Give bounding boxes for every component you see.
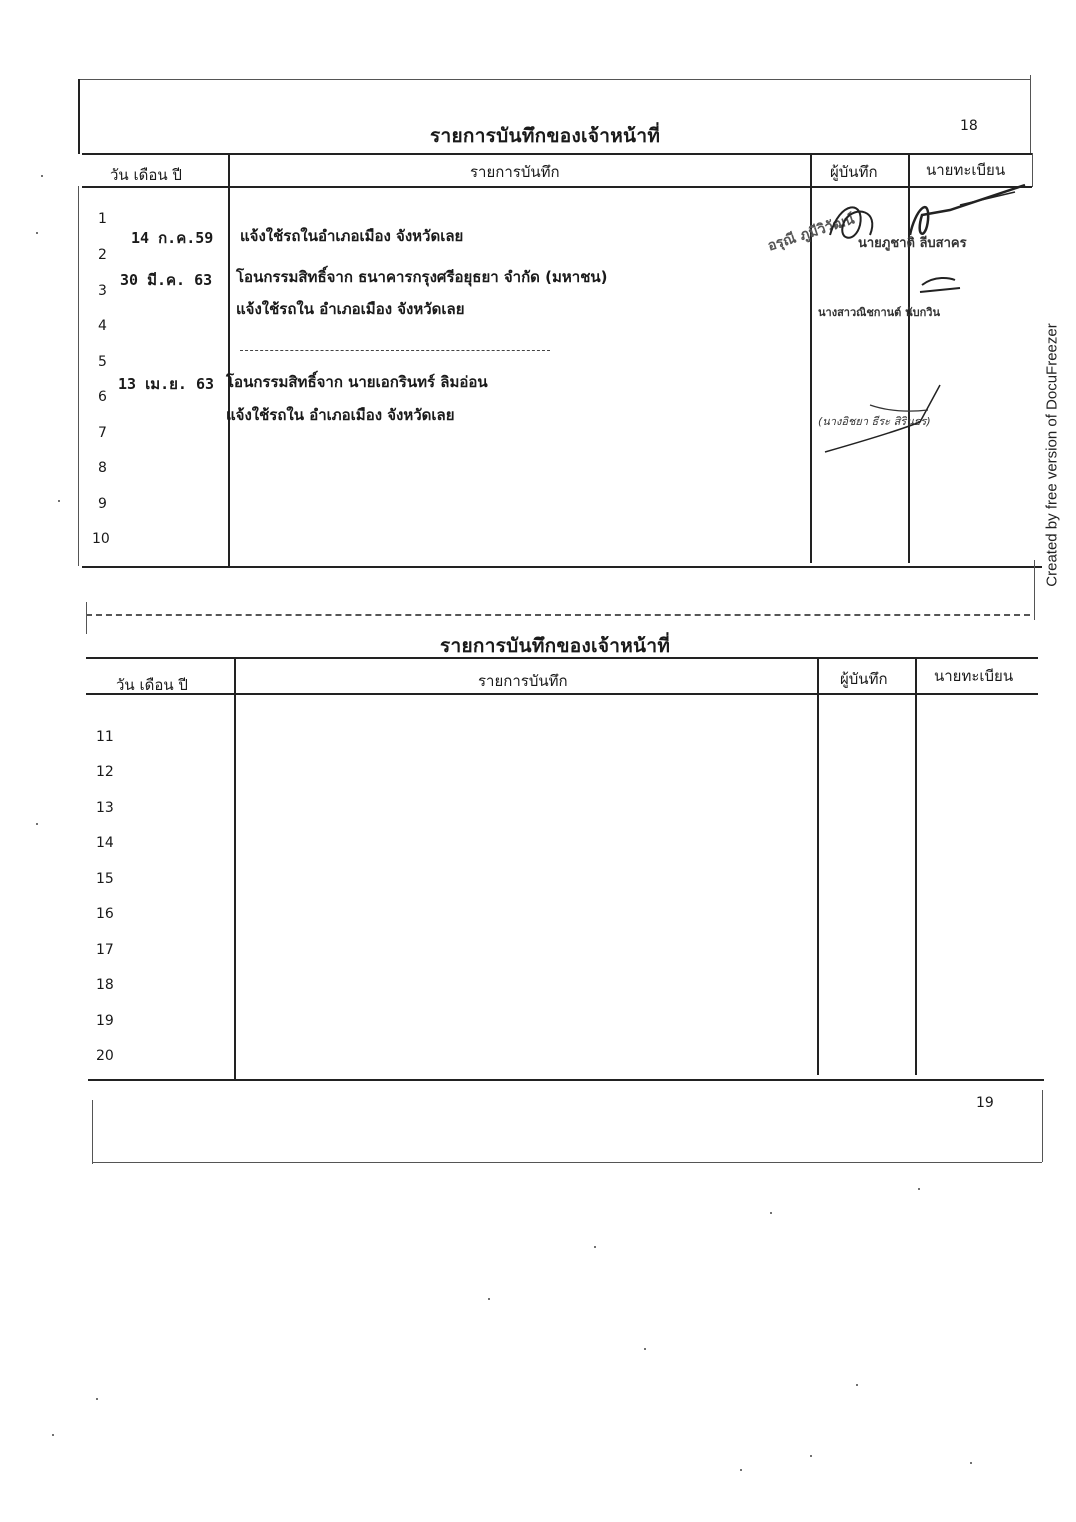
bottom-header-registrar: นายทะเบียน: [934, 667, 1014, 685]
line-number: 6: [98, 389, 107, 405]
top-header-top-line: [82, 153, 1032, 155]
line-number: 10: [92, 531, 110, 547]
bottom-form-frame-bottom: [92, 1162, 1042, 1163]
bottom-header-recorder: ผู้บันทึก: [840, 670, 888, 688]
line-number: 2: [98, 247, 107, 263]
line-number: 1: [98, 211, 107, 227]
entry-text: แจ้งใช้รถใน อำเภอเมือง จังหวัดเลย: [226, 406, 455, 424]
line-number: 7: [98, 425, 107, 441]
bottom-header-date: วัน เดือน ปี: [116, 676, 188, 694]
top-header-recorder: ผู้บันทึก: [830, 163, 878, 181]
bottom-form-bottom-line: [88, 1079, 1044, 1081]
bottom-header-record: รายการบันทึก: [478, 672, 568, 690]
registrar-stamp-1: นายภูชาติ ลีบสาคร: [858, 236, 967, 251]
top-form-title: รายการบันทึกของเจ้าหน้าที่: [430, 125, 661, 147]
line-number: 14: [96, 835, 114, 851]
entry-text: แจ้งใช้รถใน อำเภอเมือง จังหวัดเลย: [236, 300, 465, 318]
top-header-registrar: นายทะเบียน: [926, 161, 1006, 179]
line-number: 19: [96, 1013, 114, 1029]
line-number: 13: [96, 800, 114, 816]
recorder-stamp-1: อรุณี ภูมีวิวัฒน์: [765, 211, 857, 255]
entry-text: โอนกรรมสิทธิ์จาก นายเอกรินทร์ ลิมอ่อน: [226, 373, 488, 391]
line-number: 5: [98, 354, 107, 370]
recorder-stamp-3: (นางอิชยา ธีระ สิรินธร): [818, 415, 931, 428]
entry-date: 14 ก.ค.59: [131, 229, 214, 247]
line-number: 15: [96, 871, 114, 887]
top-form-bottom-line: [82, 566, 1042, 568]
watermark-text: Created by free version of DocuFreezer: [1043, 323, 1061, 587]
entry-date: 13 เม.ย. 63: [118, 375, 215, 393]
line-number: 17: [96, 942, 114, 958]
bottom-col-divider-1: [234, 657, 236, 1079]
bottom-col-divider-2: [817, 657, 819, 1075]
top-form-bottom-right-edge: [1034, 560, 1035, 620]
top-form-page-number: 18: [960, 118, 978, 134]
bottom-form-left-edge: [92, 1100, 93, 1164]
line-number: 11: [96, 729, 114, 745]
top-form-right-border: [1030, 75, 1031, 155]
top-form-left-border: [78, 79, 80, 154]
bottom-header-bottom-line: [86, 693, 1038, 695]
line-number: 16: [96, 906, 114, 922]
entry-text: โอนกรรมสิทธิ์จาก ธนาคารกรุงศรีอยุธยา จำกัด (มหาชน): [236, 268, 608, 286]
line-number: 20: [96, 1048, 114, 1064]
top-col-divider-1: [228, 153, 230, 567]
line-number: 9: [98, 496, 107, 512]
bottom-header-top-line: [86, 657, 1038, 659]
bottom-col-divider-3: [915, 657, 917, 1075]
line-number: 4: [98, 318, 107, 334]
line-number: 12: [96, 764, 114, 780]
entry-date: 30 มี.ค. 63: [120, 271, 213, 289]
top-left-rule: [78, 186, 79, 566]
bottom-form-title: รายการบันทึกของเจ้าหน้าที่: [440, 635, 671, 657]
top-header-date: วัน เดือน ปี: [110, 166, 182, 184]
entry-text: แจ้งใช้รถในอำเภอเมือง จังหวัดเลย: [240, 227, 464, 245]
signature-scribbles: [810, 180, 1035, 470]
line-number: 8: [98, 460, 107, 476]
separator-line: [240, 350, 550, 351]
recorder-stamp-2: นางสาวณิชกานต์ นับกวิน: [818, 306, 940, 319]
line-number: 18: [96, 977, 114, 993]
fold-perforation: [86, 614, 1030, 616]
fold-left-tick: [86, 602, 87, 634]
bottom-form-page-number: 19: [976, 1095, 994, 1111]
line-number: 3: [98, 283, 107, 299]
top-form-top-border: [78, 79, 1030, 80]
top-header-record: รายการบันทึก: [470, 163, 560, 181]
bottom-form-right-edge: [1042, 1090, 1043, 1162]
